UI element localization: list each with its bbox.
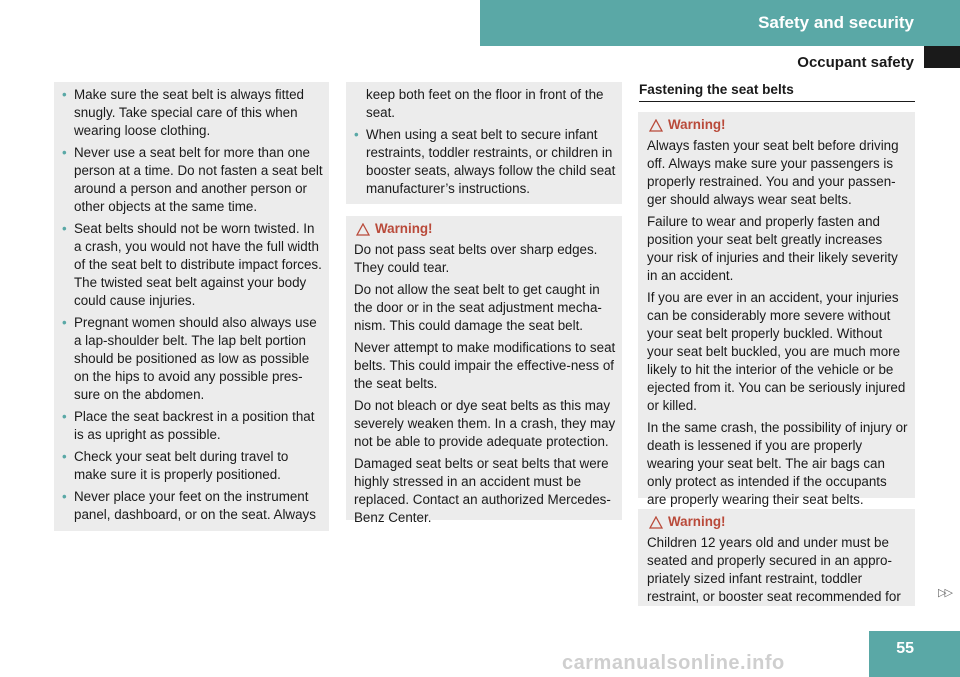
section-header xyxy=(480,0,960,46)
warning-box-seat-belt-care xyxy=(346,216,622,525)
warning-paragraph: Do not bleach or dye seat belts as this may severely weaken them. In a crash, they may not be able to provide adequate protection. xyxy=(354,398,616,449)
bullet-item: • Never use a seat belt for more than one person at a time. Do not fasten a seat belt around a person and another person or other objects at the same time. xyxy=(62,145,323,214)
bullet-item: • Make sure the seat belt is always fitted snugly. Take special care of this when wearing loose clothing. xyxy=(62,87,304,138)
bullet-item: • When using a seat belt to secure infant restraints, toddler restraints, or children in booster seats, always follow the child seat manufacturer’s instructions. xyxy=(354,127,616,196)
bullet-dot-icon: • xyxy=(62,449,67,464)
warning-heading: Warning! xyxy=(647,116,909,134)
warning-paragraph: Do not allow the seat belt to get caught in the door or in the seat adjustment mecha-nism. This could damage the seat belt. xyxy=(354,282,602,333)
warning-box-fastening xyxy=(638,112,915,507)
subsection-title: Occupant safety xyxy=(797,54,914,71)
bullet-dot-icon: • xyxy=(62,315,67,330)
bullet-item: • Check your seat belt during travel to make sure it is properly positioned. xyxy=(62,449,289,482)
warning-paragraph: Children 12 years old and under must be seated and properly secured in an appro-priately sized infant restraint, toddler restraint, or booster seat recommended for xyxy=(647,535,901,604)
bullet-dot-icon: • xyxy=(62,489,67,504)
column-2-list xyxy=(346,82,622,204)
section-title: Safety and security xyxy=(758,13,914,32)
bullet-item: • Place the seat backrest in a position that is as upright as possible. xyxy=(62,409,315,442)
corner-mark xyxy=(924,46,960,68)
bullet-dot-icon: • xyxy=(62,145,67,160)
bullet-dot-icon: • xyxy=(62,221,67,236)
warning-paragraph: Damaged seat belts or seat belts that were highly stressed in an accident must be replaced. Contact an authorized Mercedes-Benz Center. xyxy=(354,456,611,525)
warning-paragraph: Failure to wear and properly fasten and position your seat belt greatly increases your risk of injuries and their likely severity in an accident. xyxy=(647,214,898,283)
warning-triangle-icon xyxy=(649,516,663,529)
warning-box-children xyxy=(638,509,915,606)
warning-paragraph: Do not pass seat belts over sharp edges. They could tear. xyxy=(354,242,598,275)
section-heading-fastening: Fastening the seat belts xyxy=(639,82,915,102)
page-number: 55 xyxy=(896,640,914,657)
warning-triangle-icon xyxy=(356,223,370,236)
bullet-dot-icon: • xyxy=(354,127,359,142)
bullet-dot-icon: • xyxy=(62,409,67,424)
warning-triangle-icon xyxy=(649,119,663,132)
continue-arrow-icon: ▷▷ xyxy=(938,587,951,599)
warning-paragraph: In the same crash, the possibility of injury or death is lessened if you are properly wearing your seat belt. The air bags can only protect as intended if the occupants are properly wearing their seat belts. xyxy=(647,420,908,507)
bullet-item: • Pregnant women should also always use a lap-shoulder belt. The lap belt portion should be positioned as low as possible on the hips to avoid any possible pres-sure on the abdomen. xyxy=(62,315,317,402)
warning-paragraph: Never attempt to make modifications to seat belts. This could impair the effective-ness of the seat belts. xyxy=(354,340,616,391)
watermark: carmanualsonline.info xyxy=(562,652,785,674)
bullet-item: • Never place your feet on the instrument panel, dashboard, or on the seat. Always xyxy=(62,489,316,522)
warning-paragraph: Always fasten your seat belt before driving off. Always make sure your passengers is properly restrained. You and your passen-ger should always wear seat belts. xyxy=(647,138,899,207)
bullet-continuation: keep both feet on the floor in front of the seat. xyxy=(366,87,604,120)
warning-paragraph: If you are ever in an accident, your injuries can be considerably more severe without your seat belt properly buckled. Without your seat belt buckled, you are much more likely to hit the interior of the vehicle or be ejected from it. You can be seriously injured or killed. xyxy=(647,290,906,413)
column-1 xyxy=(54,82,329,531)
warning-heading: Warning! xyxy=(354,220,616,238)
page-number-tab xyxy=(869,631,960,677)
warning-heading: Warning! xyxy=(647,513,909,531)
bullet-dot-icon: • xyxy=(62,87,67,102)
bullet-item: • Seat belts should not be worn twisted. In a crash, you would not have the full width of the seat belt to distribute impact forces. The twisted seat belt against your body could cause injuries. xyxy=(62,221,322,308)
